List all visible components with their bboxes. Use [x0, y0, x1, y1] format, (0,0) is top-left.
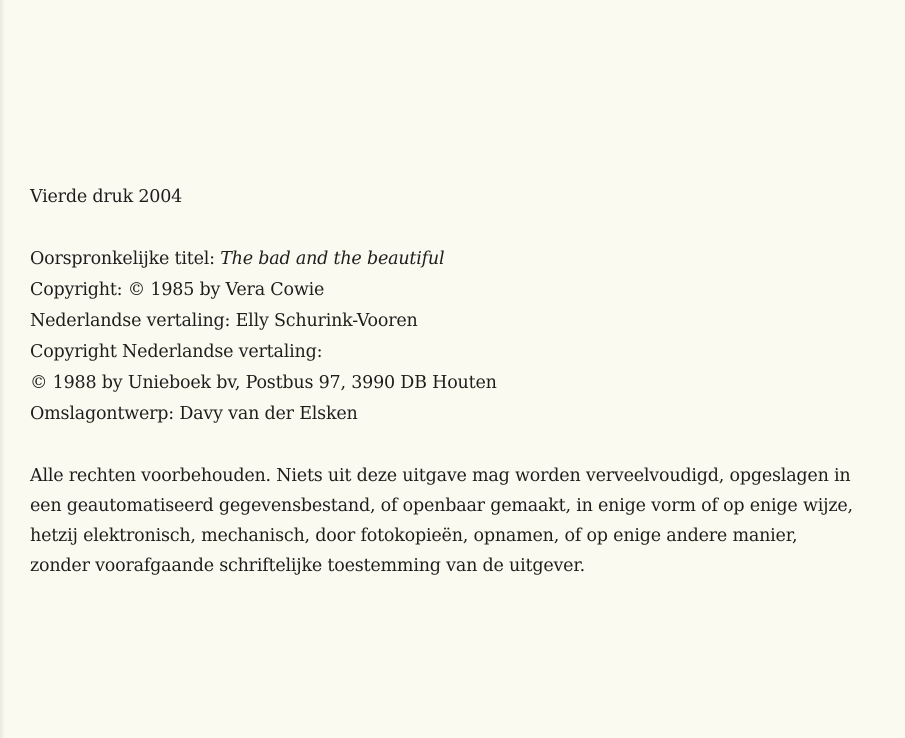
original-title-label: Oorspronkelijke titel: [30, 249, 221, 269]
rights-notice [30, 461, 870, 581]
rights-line: Alle rechten voorbehouden. Niets uit deze uitgave mag worden verveelvoudigd, opgeslagen in [30, 466, 851, 486]
original-title: The bad and the beautiful [220, 249, 445, 269]
colophon [30, 182, 880, 581]
translation-line: Nederlandse vertaling: Elly Schurink-Vooren [30, 311, 418, 331]
spacer [30, 213, 880, 244]
spacer [30, 430, 880, 461]
rights-line: een geautomatiseerd gegevensbestand, of openbaar gemaakt, in enige vorm of op enige wijze, [30, 496, 853, 516]
rights-line: hetzij elektronisch, mechanisch, door fotokopieën, opnamen, of op enige andere manier, [30, 526, 798, 546]
edition-line: Vierde druk 2004 [30, 187, 183, 207]
page-edge [0, 0, 5, 738]
cover-design-line: Omslagontwerp: Davy van der Elsken [30, 404, 358, 424]
rights-line: zonder voorafgaande schriftelijke toestemming van de uitgever. [30, 556, 585, 576]
copyright-line: Copyright: © 1985 by Vera Cowie [30, 280, 325, 300]
translation-copyright-label: Copyright Nederlandse vertaling: [30, 342, 323, 362]
original-title-line [30, 244, 880, 275]
translation-copyright-line: © 1988 by Unieboek bv, Postbus 97, 3990 DB Houten [30, 373, 497, 393]
